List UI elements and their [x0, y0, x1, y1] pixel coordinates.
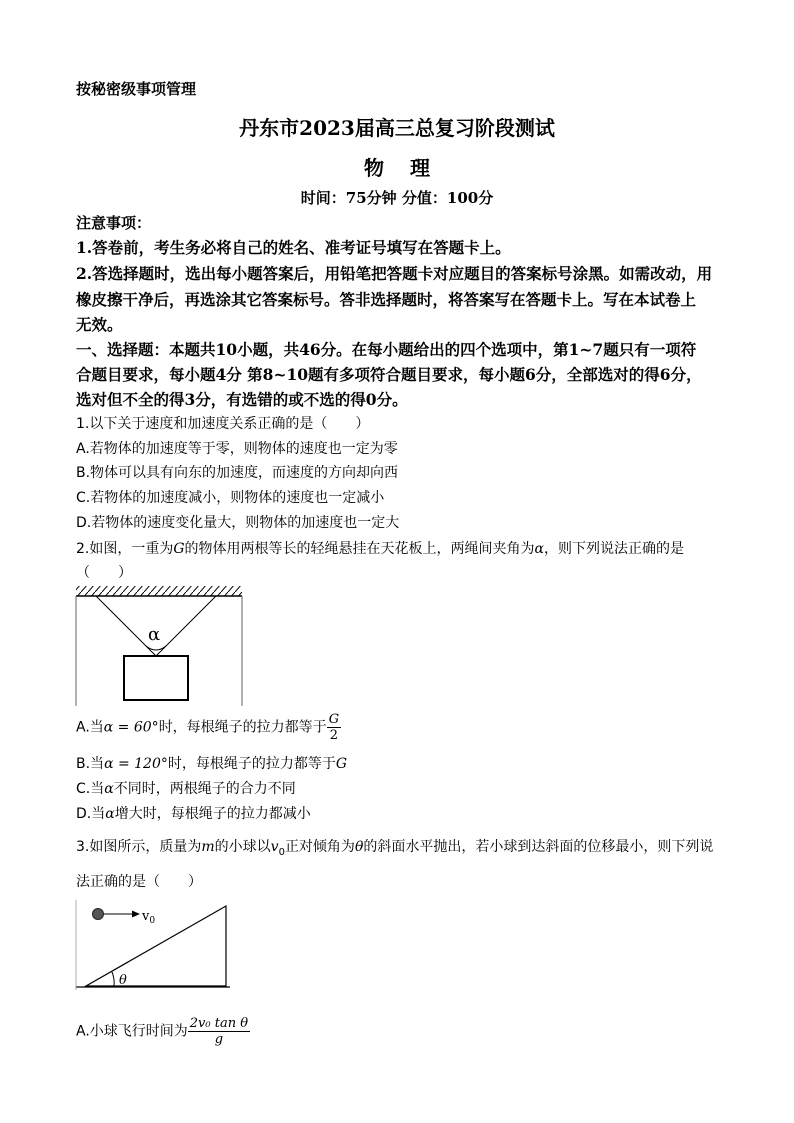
q3-stem-line-1: [76, 836, 713, 858]
q2-stem-part: ，则下列说法正确的是: [544, 541, 685, 557]
ball: [93, 909, 104, 920]
q2-b-weight: G: [335, 756, 348, 772]
q2-figure: [74, 584, 246, 708]
q2-a-part: A.当: [76, 719, 104, 736]
q3-a-fraction: [188, 1016, 250, 1047]
q2-weight-symbol: G: [173, 541, 185, 557]
fraction-numerator: G: [328, 712, 340, 727]
q3-figure: [74, 898, 234, 994]
q2-a-angle: α = 60°: [103, 719, 159, 736]
q3-stem-part: 的小球以: [214, 839, 271, 855]
q2-b-part: 时，每根绳子的拉力都等于: [167, 756, 336, 772]
notes-item-1: 1.答卷前，考生务必将自己的姓名、准考证号填写在答题卡上。: [76, 238, 511, 257]
q2-a-fraction: [327, 712, 341, 743]
fraction-denominator: 2: [329, 728, 339, 743]
q3-stem-part: 3.如图所示，质量为: [76, 839, 202, 855]
q2-stem-part: 的物体用两根等长的轻绳悬挂在天花板上，两绳间夹角为: [184, 541, 535, 557]
q2-c-angle: α: [104, 781, 114, 797]
q3-option-a: [76, 1016, 250, 1047]
time-score-info: 时间：75分钟 分值：100分: [300, 189, 494, 207]
q1-option-c: C.若物体的加速度减小，则物体的速度也一定减小: [76, 490, 385, 506]
q3-theta-symbol: θ: [354, 839, 364, 855]
q2-stem-line-2: （ ）: [76, 565, 132, 581]
q2-b-angle: α = 120°: [104, 756, 168, 772]
q2-c-part: 不同时，两根绳子的合力不同: [113, 781, 296, 797]
q1-option-a: A.若物体的加速度等于零，则物体的速度也一定为零: [76, 441, 398, 457]
ceiling-hatch: [76, 586, 242, 596]
incline-angle-arc: [112, 972, 114, 986]
section1-line-2: 合题目要求，每小题4分 第8~10题有多项符合题目要求，每小题6分，全部选对的得6分，: [76, 365, 702, 384]
subject-heading: [0, 152, 794, 181]
q1-option-d: D.若物体的速度变化量大，则物体的加速度也一定大: [76, 515, 400, 531]
subject-char-2: 理: [410, 156, 430, 180]
exam-title: 丹东市2023届高三总复习阶段测试: [239, 116, 555, 140]
q2-d-angle: α: [105, 806, 115, 822]
figure-alpha-label: α: [148, 624, 161, 645]
subject-char-1: 物: [364, 156, 384, 180]
section1-line-3: 选对但不全的得3分，有选错的或不选的得0分。: [76, 390, 408, 409]
fraction-numerator: 2v₀ tan θ: [189, 1016, 249, 1031]
q2-c-part: C.当: [76, 781, 105, 797]
q3-velocity-subscript: 0: [278, 846, 285, 858]
q3-stem-line-2: 法正确的是（ ）: [76, 874, 202, 890]
q2-option-d: [76, 803, 311, 823]
q2-a-part: 时，每根绳子的拉力都等于: [158, 719, 327, 736]
fig-v-subscript: 0: [149, 916, 156, 926]
q2-option-c: [76, 778, 296, 798]
notes-item-2-line-2: 橡皮擦干净后，再选涂其它答案标号。答非选择题时，将答案写在答题卡上。写在本试卷上: [76, 290, 697, 309]
q3-mass-symbol: m: [201, 839, 215, 855]
q2-d-part: D.当: [76, 806, 106, 822]
velocity-arrowhead: [132, 911, 140, 918]
notes-heading: 注意事项：: [76, 214, 152, 232]
q1-option-b: B.物体可以具有向东的加速度，而速度的方向却向西: [76, 465, 399, 481]
figure-v0-label: [141, 909, 155, 926]
q2-d-part: 增大时，每根绳子的拉力都减小: [114, 806, 311, 822]
q1-stem: 1.以下关于速度和加速度关系正确的是（ ）: [76, 416, 370, 432]
incline: [86, 906, 226, 986]
fraction-denominator: g: [214, 1032, 224, 1047]
fig-v-symbol: v: [142, 909, 150, 924]
q2-option-a: [76, 712, 341, 743]
q3-velocity-symbol: v: [270, 839, 279, 855]
q3-stem-part: 的斜面水平抛出，若小球到达斜面的位移最小，则下列说: [363, 839, 714, 855]
hanging-object: [124, 656, 188, 700]
q2-stem-line-1: [76, 538, 684, 558]
q2-b-part: B.当: [76, 756, 105, 772]
q3-stem-part: 正对倾角为: [284, 839, 355, 855]
notes-item-2-line-3: 无效。: [76, 315, 123, 334]
q3-a-part: A.小球飞行时间为: [76, 1023, 188, 1040]
section1-line-1: 一、选择题：本题共10小题，共46分。在每小题给出的四个选项中，第1~7题只有一项符: [76, 340, 697, 359]
q2-stem-part: 2.如图，一重为: [76, 541, 174, 557]
q2-option-b: [76, 753, 347, 773]
q2-angle-symbol: α: [534, 541, 545, 557]
figure-theta-label: θ: [119, 973, 127, 988]
notes-item-2-line-1: 2.答选择题时，选出每小题答案后，用铅笔把答题卡对应题目的答案标号涂黑。如需改动，用: [76, 264, 713, 283]
confidential-note: 按秘密级事项管理: [76, 80, 197, 98]
